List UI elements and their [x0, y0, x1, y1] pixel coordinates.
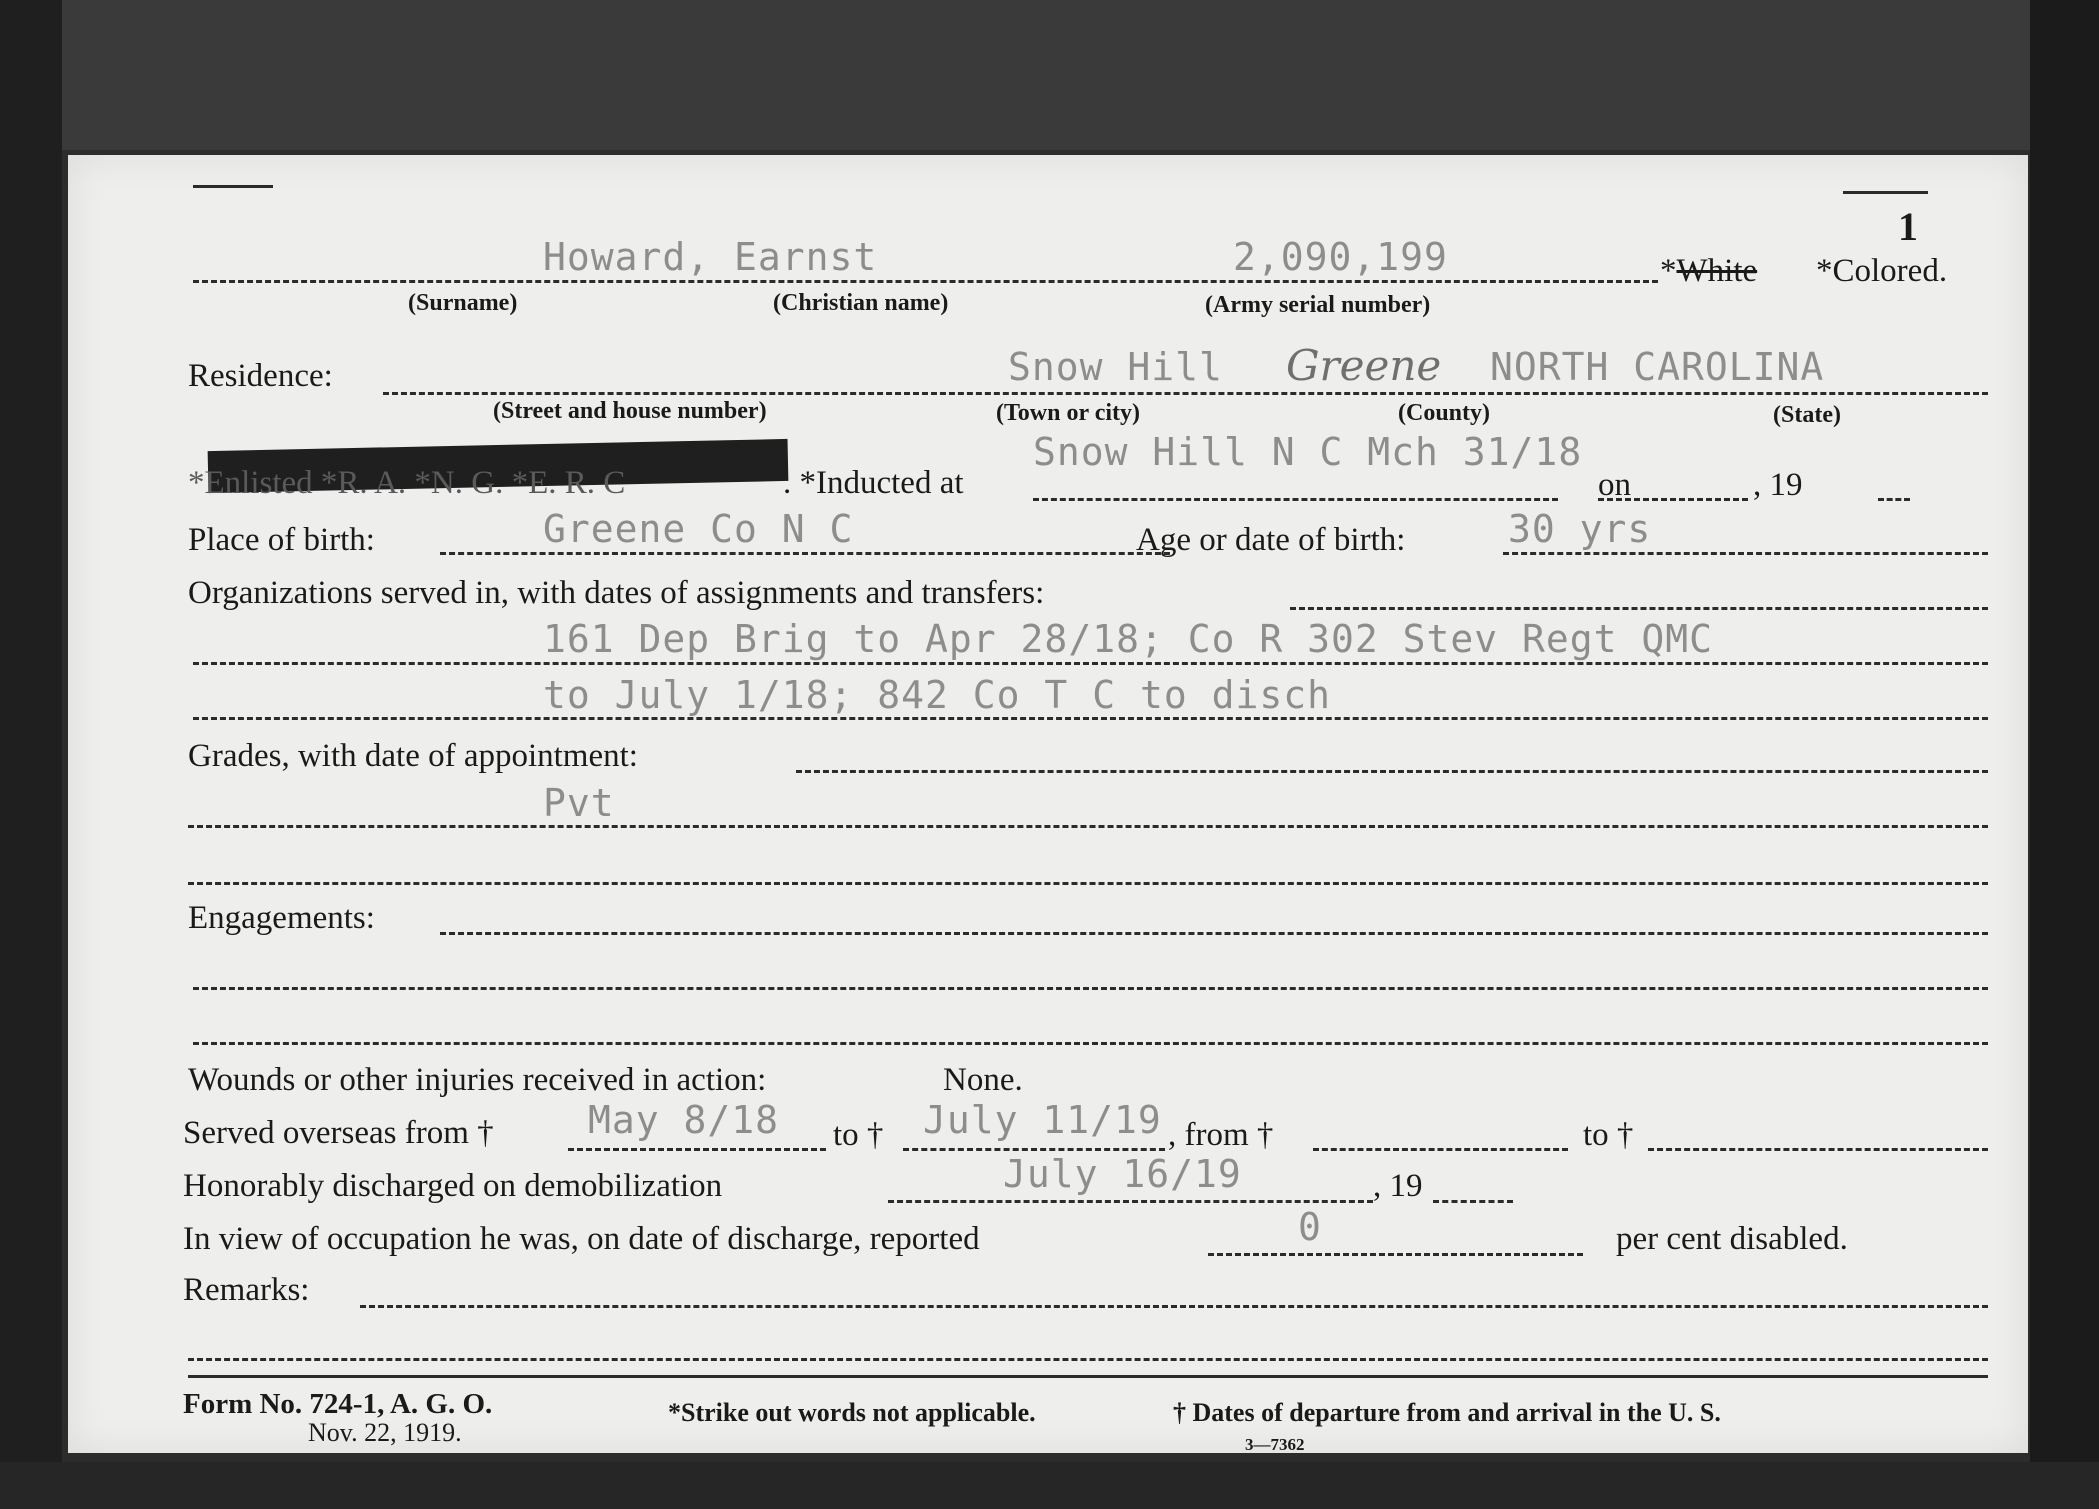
residence-state: NORTH CAROLINA: [1490, 345, 1825, 389]
residence-label: Residence:: [188, 358, 333, 394]
overseas-to-value: July 11/19: [923, 1098, 1162, 1142]
organizations-label: Organizations served in, with dates of assignments and transfers:: [188, 575, 1045, 611]
age-label: Age or date of birth:: [1136, 522, 1406, 558]
service-record-card: [68, 155, 2028, 1453]
county-caption: (County): [1398, 400, 1491, 426]
organizations-line-2-value: to July 1/18; 842 Co T C to disch: [543, 673, 1331, 717]
top-left-rule: [193, 185, 273, 188]
wounds-label: Wounds or other injuries received in action:: [188, 1062, 767, 1098]
strike-out-note: *Strike out words not applicable.: [668, 1398, 1036, 1427]
grades-line-2: [188, 882, 1988, 885]
disability-suffix: per cent disabled.: [1616, 1221, 1848, 1257]
overseas-to2-label: to †: [1583, 1117, 1634, 1153]
overseas-from2-line: [1313, 1148, 1568, 1151]
christian-name-caption: (Christian name): [773, 290, 949, 316]
scanner-background-top: [0, 0, 2099, 150]
wounds-value: None.: [943, 1062, 1023, 1098]
overseas-from-value: May 8/18: [588, 1098, 780, 1142]
dates-footnote: † Dates of departure from and arrival in the U. S.: [1173, 1398, 1721, 1427]
race-white-option: *White: [1660, 253, 1758, 289]
inducted-on-line: [1598, 498, 1748, 501]
engagements-line-1: [193, 987, 1988, 990]
inducted-year-line: [1878, 498, 1910, 501]
birthplace-label: Place of birth:: [188, 522, 375, 558]
top-right-rule: [1843, 191, 1928, 194]
remarks-label: Remarks:: [183, 1272, 310, 1308]
disability-label: In view of occupation he was, on date of discharge, reported: [183, 1221, 980, 1257]
town-caption: (Town or city): [996, 400, 1140, 426]
engagements-line-2: [193, 1042, 1988, 1045]
grades-line-1: [188, 825, 1988, 828]
engagements-line-0: [440, 932, 1988, 935]
birthplace-line: [440, 552, 1170, 555]
scanner-background-right: [2030, 0, 2099, 1509]
organizations-line-2: [193, 717, 1988, 720]
form-number: Form No. 724-1, A. G. O.: [183, 1388, 493, 1420]
organizations-line-1-value: 161 Dep Brig to Apr 28/18; Co R 302 Stev Regt QMC: [543, 617, 1714, 661]
serial-value: 2,090,199: [1233, 235, 1448, 279]
discharge-year-line: [1433, 1200, 1513, 1203]
serial-caption: (Army serial number): [1205, 292, 1431, 318]
residence-line: [383, 392, 1988, 395]
card-number: 1: [1898, 204, 1918, 249]
remarks-line-2: [188, 1358, 1988, 1361]
discharge-year-label: , 19: [1373, 1168, 1423, 1204]
birthplace-value: Greene Co N C: [543, 507, 854, 551]
grades-label: Grades, with date of appointment:: [188, 738, 638, 774]
state-caption: (State): [1773, 402, 1841, 428]
organizations-line-1: [193, 662, 1988, 665]
print-code: 3—7362: [1245, 1435, 1305, 1454]
scanner-background-left: [0, 0, 62, 1509]
overseas-label: Served overseas from †: [183, 1115, 494, 1151]
scanner-background-bottom: [0, 1462, 2099, 1509]
overseas-from-line: [568, 1148, 826, 1151]
engagements-label: Engagements:: [188, 900, 375, 936]
overseas-to-label: to †: [833, 1117, 884, 1153]
enlisted-options: *Enlisted *R. A. *N. G. *E. R. C: [188, 465, 626, 501]
age-value: 30 yrs: [1508, 507, 1652, 551]
inducted-line: [1033, 498, 1558, 501]
discharge-line: [888, 1200, 1373, 1203]
organizations-line-0: [1290, 607, 1988, 610]
disability-value: 0: [1298, 1205, 1322, 1249]
inducted-on-label: on: [1598, 467, 1631, 503]
discharge-date-value: July 16/19: [1003, 1152, 1242, 1196]
name-value: Howard, Earnst: [543, 235, 878, 279]
form-date: Nov. 22, 1919.: [308, 1418, 462, 1447]
remarks-line-1: [360, 1305, 1988, 1308]
residence-town: Snow Hill: [1008, 345, 1223, 389]
surname-caption: (Surname): [408, 290, 518, 316]
overseas-to-line: [903, 1148, 1165, 1151]
inducted-label: . *Inducted at: [783, 465, 964, 501]
inducted-place-value: Snow Hill N C Mch 31/18: [1033, 430, 1583, 474]
footer-rule: [188, 1375, 1988, 1378]
grades-value: Pvt: [543, 781, 615, 825]
overseas-to2-line: [1648, 1148, 1988, 1151]
grades-line-0: [796, 770, 1988, 773]
name-line: [193, 280, 1658, 283]
inducted-year-label: , 19: [1753, 467, 1803, 503]
overseas-from2-label: , from †: [1168, 1117, 1274, 1153]
residence-county: Greene: [1286, 341, 1442, 390]
discharge-label: Honorably discharged on demobilization: [183, 1168, 723, 1204]
race-colored-option: *Colored.: [1816, 253, 1948, 289]
age-line: [1503, 552, 1988, 555]
disability-line: [1208, 1253, 1583, 1256]
street-caption: (Street and house number): [493, 398, 767, 424]
